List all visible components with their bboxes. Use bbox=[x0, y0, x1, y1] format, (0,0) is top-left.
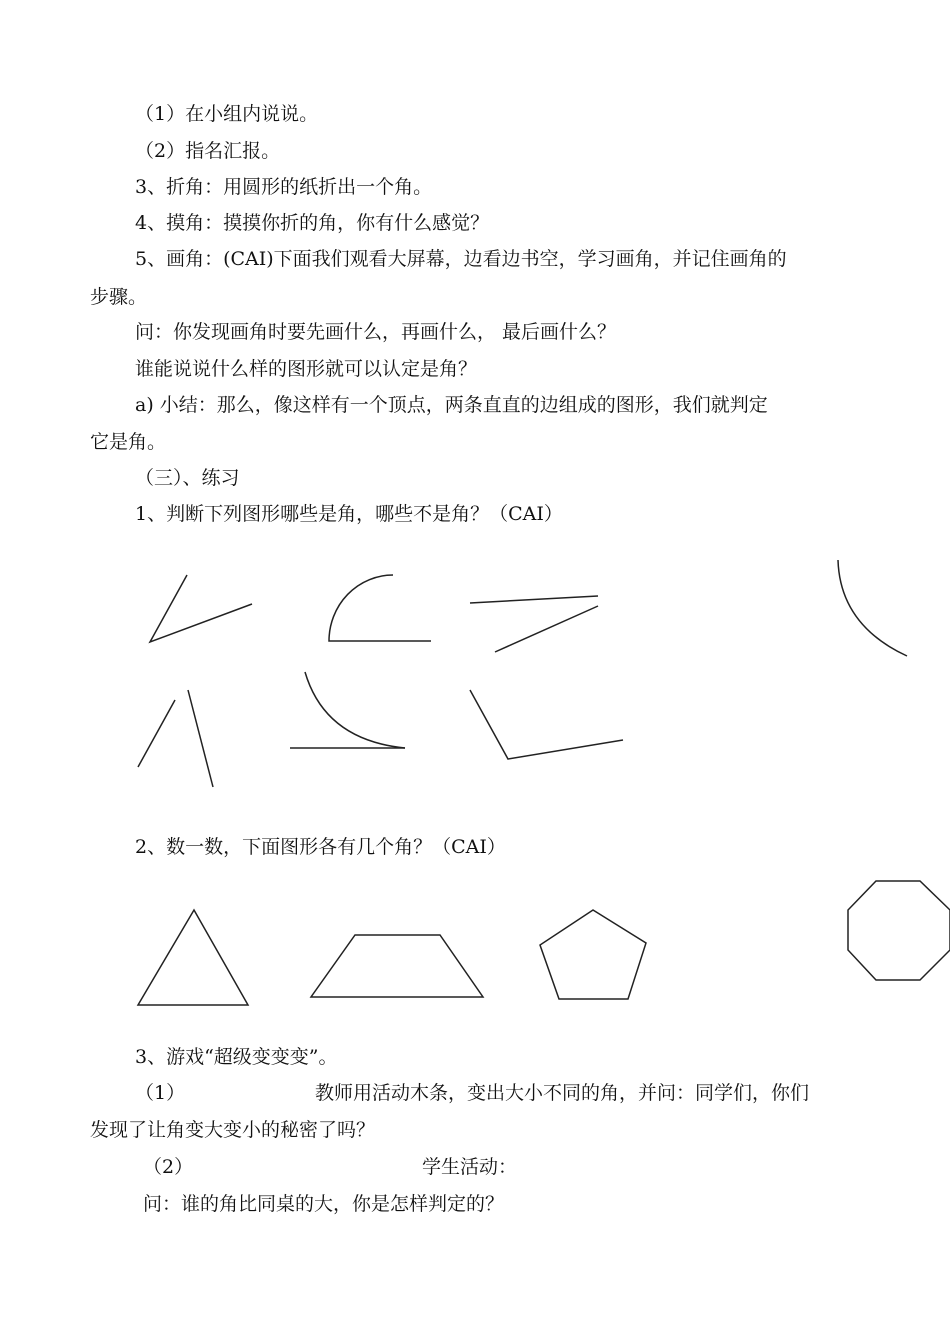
exercise-3-prompt: 3、游戏“超级变变变”。 bbox=[135, 1046, 338, 1068]
exercise-1-prompt: 1、判断下列图形哪些是角，哪些不是角？（CAI） bbox=[135, 503, 563, 525]
figure-pentagon bbox=[540, 910, 646, 999]
text-line-14-text: 学生活动： bbox=[422, 1156, 518, 1178]
text-line-8a: a) 小结：那么，像这样有一个顶点，两条直直的边组成的图形，我们就判定 bbox=[135, 394, 768, 416]
text-line-14-number: （2） bbox=[143, 1156, 194, 1178]
text-line-13-number: （1） bbox=[135, 1082, 186, 1104]
text-line-5b: 步骤。 bbox=[90, 286, 148, 308]
text-line-5a: 5、画角：(CAI)下面我们观看大屏幕，边看边书空，学习画角，并记住画角的 bbox=[135, 248, 787, 270]
text-line-8b: 它是角。 bbox=[90, 431, 167, 453]
figure-triangle bbox=[138, 910, 248, 1005]
text-line-6: 问：你发现画角时要先画什么，再画什么， 最后画什么？ bbox=[135, 321, 617, 343]
text-line-7: 谁能说说什么样的图形就可以认定是角？ bbox=[135, 358, 478, 380]
text-line-1: （1）在小组内说说。 bbox=[135, 103, 319, 125]
text-line-13-text: 教师用活动木条，变出大小不同的角，并问：同学们，你们 bbox=[315, 1082, 810, 1104]
text-line-13b: 发现了让角变大变小的秘密了吗？ bbox=[90, 1119, 376, 1141]
text-line-4: 4、摸角：摸摸你折的角，你有什么感觉？ bbox=[135, 212, 490, 234]
text-line-3: 3、折角：用圆形的纸折出一个角。 bbox=[135, 176, 433, 198]
exercise-2-prompt: 2、数一数，下面图形各有几个角？（CAI） bbox=[135, 836, 506, 858]
text-line-2: （2）指名汇报。 bbox=[135, 140, 281, 162]
section-heading-practice: （三）、练习 bbox=[135, 467, 240, 489]
text-line-15: 问：谁的角比同桌的大，你是怎样判定的？ bbox=[143, 1193, 505, 1215]
figure-octagon bbox=[848, 881, 950, 980]
figure-trapezoid bbox=[311, 935, 483, 997]
